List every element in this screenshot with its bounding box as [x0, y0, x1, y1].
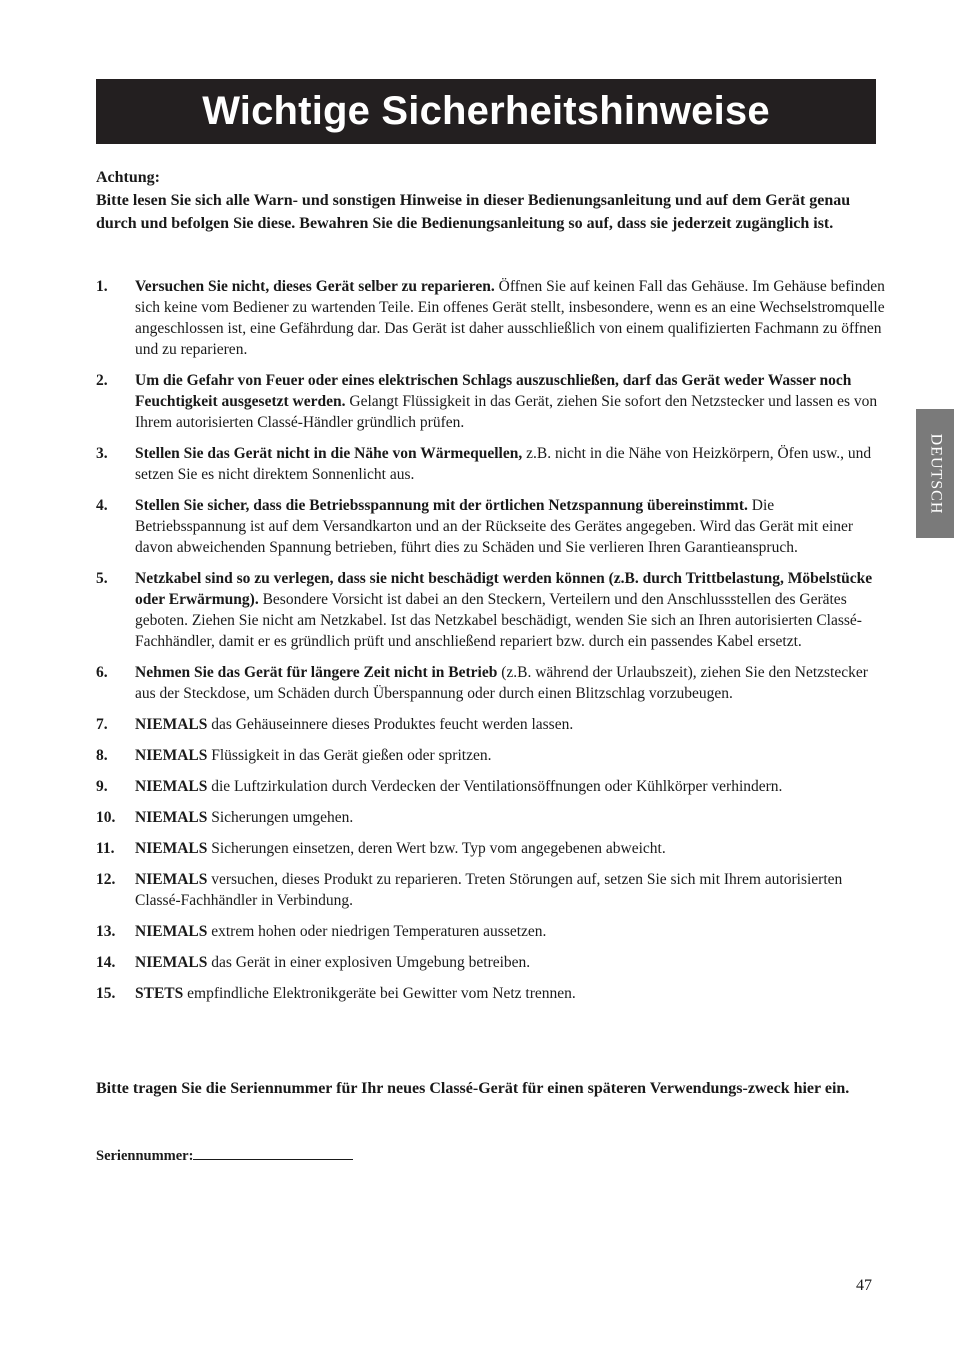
- intro-heading: Achtung:: [96, 169, 161, 186]
- item-text: [135, 568, 886, 652]
- item-lead: STETS: [135, 985, 184, 1002]
- item-number: 5.: [96, 570, 108, 587]
- item-text: [135, 443, 886, 485]
- item-number: 7.: [96, 716, 108, 733]
- page-number: 47: [856, 1277, 872, 1294]
- item-body: Öffnen Sie auf keinen Fall das Gehäuse. Im Gehäuse befinden sich keine vom Bediener zu wartenden Teile. Ein offenes Gerät stellt, insbesondere, wenn es an eine Wechselstromquelle angeschlossen ist, eine Gefährdung dar. Das Gerät ist daher ausschließlich von einem qualifizierten Fachmann zu öffnen und zu reparieren.: [135, 278, 885, 358]
- item-number: 9.: [96, 778, 108, 795]
- list-item: [96, 838, 886, 859]
- serial-number-line: [96, 1145, 353, 1165]
- item-lead: NIEMALS: [135, 716, 208, 733]
- item-lead: Versuchen Sie nicht, dieses Gerät selber zu reparieren.: [135, 278, 495, 295]
- item-text: [135, 869, 886, 911]
- item-body: Gelangt Flüssigkeit in das Gerät, ziehen Sie sofort den Netzstecker und lassen es von Ihrem autorisierten Classé-Händler gründlich prüfen.: [135, 393, 878, 431]
- list-item: [96, 983, 886, 1004]
- list-item: [96, 776, 886, 797]
- item-text: [135, 662, 886, 704]
- item-body: die Luftzirkulation durch Verdecken der Ventilationsöffnungen oder Kühlkörper verhindern.: [207, 778, 783, 795]
- item-body: extrem hohen oder niedrigen Temperaturen aussetzen.: [207, 923, 547, 940]
- item-body: Sicherungen einsetzen, deren Wert bzw. Typ vom angegebenen abweicht.: [207, 840, 666, 857]
- item-body: Besondere Vorsicht ist dabei an den Steckern, Verteilern und den Anschlussstellen des Gerätes geboten. Ziehen Sie nicht am Netzkabel. Ist das Netzkabel beschädigt, wenden Sie sich an Ihren autorisierten Classé-Fachhändler, damit er es gründlich prüft und anschließend repariert bzw. durch ein passendes Kabel ersetzt.: [135, 591, 862, 650]
- serial-number-label: Seriennummer:: [96, 1148, 194, 1164]
- item-body: das Gehäuseinnere dieses Produktes feucht werden lassen.: [207, 716, 574, 733]
- list-item: [96, 921, 886, 942]
- item-text: [135, 983, 886, 1004]
- item-lead: Um die Gefahr von Feuer oder eines elektrischen Schlags auszuschließen, darf das Gerät weder Wasser noch Feuchtigkeit ausgesetzt werden.: [135, 372, 852, 410]
- item-number: 11.: [96, 840, 115, 857]
- list-item: [96, 443, 886, 485]
- item-lead: NIEMALS: [135, 840, 208, 857]
- item-lead: Netzkabel sind so zu verlegen, dass sie nicht beschädigt werden können (z.B. durch Trittbelastung, Möbelstücke oder Erwärmung).: [135, 570, 873, 608]
- item-text: [135, 276, 886, 360]
- list-item: [96, 276, 886, 360]
- item-number: 1.: [96, 278, 108, 295]
- item-body: empfindliche Elektronikgeräte bei Gewitter vom Netz trennen.: [183, 985, 576, 1002]
- language-tab-label: DEUTSCH: [927, 433, 944, 514]
- item-lead: Stellen Sie sicher, dass die Betriebsspannung mit der örtlichen Netzspannung übereinstimmt.: [135, 497, 748, 514]
- item-text: [135, 838, 886, 859]
- list-item: [96, 370, 886, 433]
- item-lead: NIEMALS: [135, 923, 208, 940]
- item-number: 2.: [96, 372, 108, 389]
- serial-number-blank[interactable]: [193, 1145, 353, 1160]
- item-text: [135, 714, 886, 735]
- item-body: z.B. nicht in die Nähe von Heizkörpern, Öfen usw., und setzen Sie es nicht direktem Sonnenlicht aus.: [135, 445, 872, 483]
- item-lead: NIEMALS: [135, 778, 208, 795]
- item-text: [135, 745, 886, 766]
- title-bar: [96, 79, 876, 144]
- item-number: 6.: [96, 664, 108, 681]
- item-text: [135, 495, 886, 558]
- item-lead: NIEMALS: [135, 871, 208, 888]
- safety-list: [96, 276, 886, 1014]
- list-item: [96, 807, 886, 828]
- list-item: [96, 568, 886, 652]
- page-title: Wichtige Sicherheitshinweise: [202, 89, 770, 133]
- item-number: 15.: [96, 985, 116, 1002]
- item-number: 12.: [96, 871, 116, 888]
- item-number: 4.: [96, 497, 108, 514]
- item-body: Die Betriebsspannung ist auf dem Versandkarton und an der Rückseite des Gerätes angegeben. Wird das Gerät mit einer davon abweichenden Spannung betrieben, führt dies zu Schäden und Sie verlieren Ihren Garantieanspruch.: [135, 497, 854, 556]
- list-item: [96, 952, 886, 973]
- item-text: [135, 952, 886, 973]
- item-number: 10.: [96, 809, 116, 826]
- item-lead: Stellen Sie das Gerät nicht in die Nähe von Wärmequellen,: [135, 445, 523, 462]
- item-body: versuchen, dieses Produkt zu reparieren. Treten Störungen auf, setzen Sie sich mit Ihrem autorisierten Classé-Fachhändler in Verbindung.: [135, 871, 843, 909]
- item-number: 8.: [96, 747, 108, 764]
- item-lead: NIEMALS: [135, 954, 208, 971]
- list-item: [96, 869, 886, 911]
- list-item: [96, 662, 886, 704]
- item-number: 14.: [96, 954, 116, 971]
- language-tab: [916, 409, 954, 538]
- item-body: Flüssigkeit in das Gerät gießen oder spritzen.: [207, 747, 492, 764]
- item-lead: NIEMALS: [135, 747, 208, 764]
- item-body: (z.B. während der Urlaubszeit), ziehen Sie den Netzstecker aus der Steckdose, um Schäden durch Überspannung oder durch einen Blitzschlag vorzubeugen.: [135, 664, 868, 702]
- item-body: Sicherungen umgehen.: [207, 809, 354, 826]
- item-lead: Nehmen Sie das Gerät für längere Zeit nicht in Betrieb: [135, 664, 498, 681]
- item-body: das Gerät in einer explosiven Umgebung betreiben.: [207, 954, 531, 971]
- list-item: [96, 745, 886, 766]
- item-lead: NIEMALS: [135, 809, 208, 826]
- item-text: [135, 370, 886, 433]
- list-item: [96, 714, 886, 735]
- list-item: [96, 495, 886, 558]
- intro-notice: [96, 166, 886, 235]
- serial-request-text: Bitte tragen Sie die Seriennummer für Ihr neues Classé-Gerät für einen späteren Verwendungs-zweck hier ein.: [96, 1080, 850, 1097]
- intro-text: Bitte lesen Sie sich alle Warn- und sonstigen Hinweise in dieser Bedienungsanleitung und auf dem Gerät genau durch und befolgen Sie diese. Bewahren Sie die Bedienungsanleitung so auf, dass sie jederzeit zugänglich ist.: [96, 192, 851, 232]
- item-text: [135, 807, 886, 828]
- item-number: 3.: [96, 445, 108, 462]
- item-number: 13.: [96, 923, 116, 940]
- item-text: [135, 921, 886, 942]
- item-text: [135, 776, 886, 797]
